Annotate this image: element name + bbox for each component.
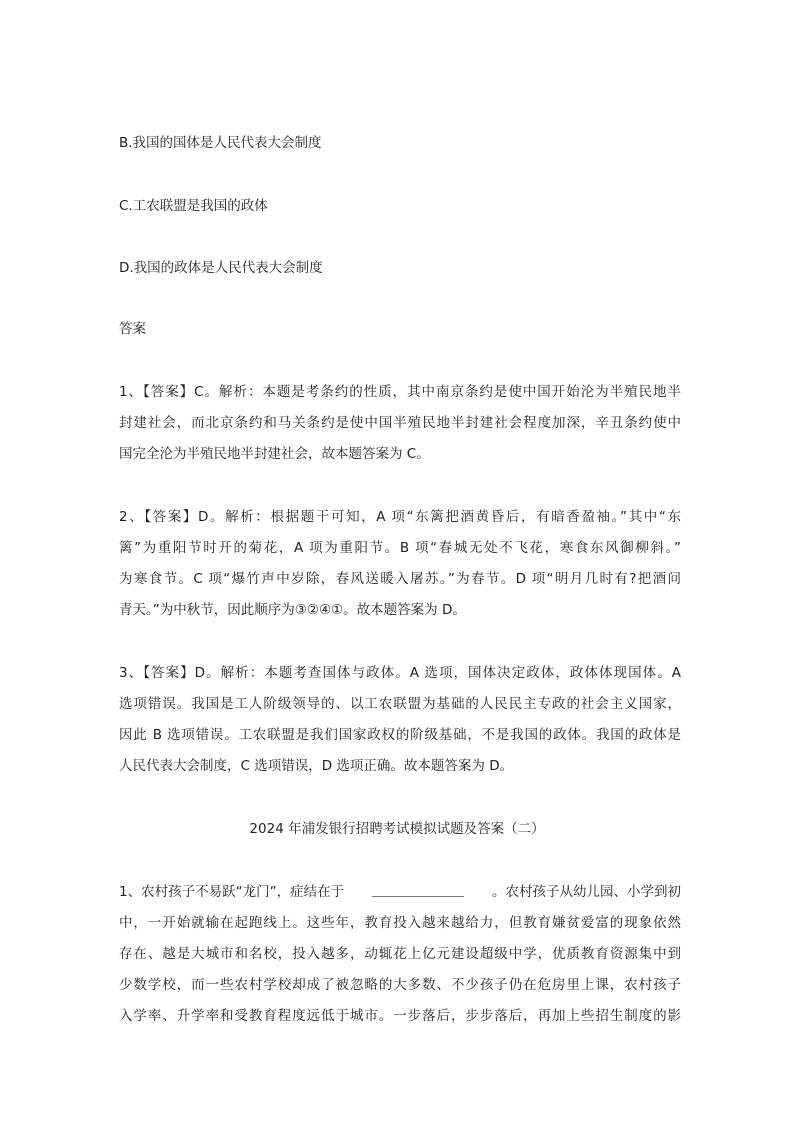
- option-d: D.我国的政体是人民代表大会制度: [119, 260, 323, 276]
- answer-line: 选项错误。我国是工人阶级领导的、以工农联盟为基础的人民民主专政的社会主义国家，: [119, 696, 681, 712]
- answer-line: 因此 B 选项错误。工农联盟是我们国家政权的阶级基础，不是我国的政体。我国的政体是: [119, 727, 681, 743]
- answer-line: 国完全沦为半殖民地半封建社会，故本题答案为 C。: [119, 446, 430, 462]
- question-text: 。农村孩子从幼儿园、小学到初: [491, 884, 681, 900]
- question-line: 入学率、升学率和受教育程度远低于城市。一步落后，步步落后，再加上些招生制度的影: [119, 1008, 681, 1024]
- answer-blank: [372, 882, 464, 897]
- question-line: [119, 882, 681, 902]
- option-b: B.我国的国体是人民代表大会制度: [119, 135, 322, 151]
- answer-line: 2、【答案】D。解析：根据题干可知，A 项“东篱把酒黄昏后，有暗香盈袖。”其中“东: [119, 509, 681, 525]
- answer-line: 3、【答案】D。解析：本题考查国体与政体。A 选项，国体决定政体，政体体现国体。A: [119, 665, 681, 681]
- section-title: 2024 年浦发银行招聘考试模拟试题及答案（二）: [249, 821, 545, 837]
- answer-line: 人民代表大会制度，C 选项错误，D 选项正确。故本题答案为 D。: [119, 758, 514, 774]
- answer-line: 篱”为重阳节时开的菊花，A 项为重阳节。B 项“春城无处不飞花，寒食东风御柳斜。”: [119, 540, 681, 556]
- question-text: 1、农村孩子不易跃“龙门”，症结在于: [119, 884, 345, 900]
- answer-line: 为寒食节。C 项“爆竹声中岁除，春风送暖入屠苏。”为春节。D 项“明月几时有?把酒问: [119, 571, 681, 587]
- answer-line: 封建社会，而北京条约和马关条约是使中国半殖民地半封建社会程度加深，辛丑条约使中: [119, 415, 681, 431]
- question-line: 少数学校，而一些农村学校却成了被忽略的大多数、不少孩子仍在危房里上课，农村孩子: [119, 977, 681, 993]
- answer-line: 1、【答案】C。解析：本题是考条约的性质，其中南京条约是使中国开始沦为半殖民地半: [119, 384, 681, 400]
- option-c: C.工农联盟是我国的政体: [119, 198, 268, 214]
- question-line: 存在、越是大城市和名校，投入越多，动辄花上亿元建设超级中学，优质教育资源集中到: [119, 946, 681, 962]
- question-line: 中，一开始就输在起跑线上。这些年，教育投入越来越给力，但教育嫌贫爱富的现象依然: [119, 915, 681, 931]
- answers-heading: 答案: [119, 321, 146, 337]
- answer-line: 青天。”为中秋节，因此顺序为③②④①。故本题答案为 D。: [119, 602, 466, 618]
